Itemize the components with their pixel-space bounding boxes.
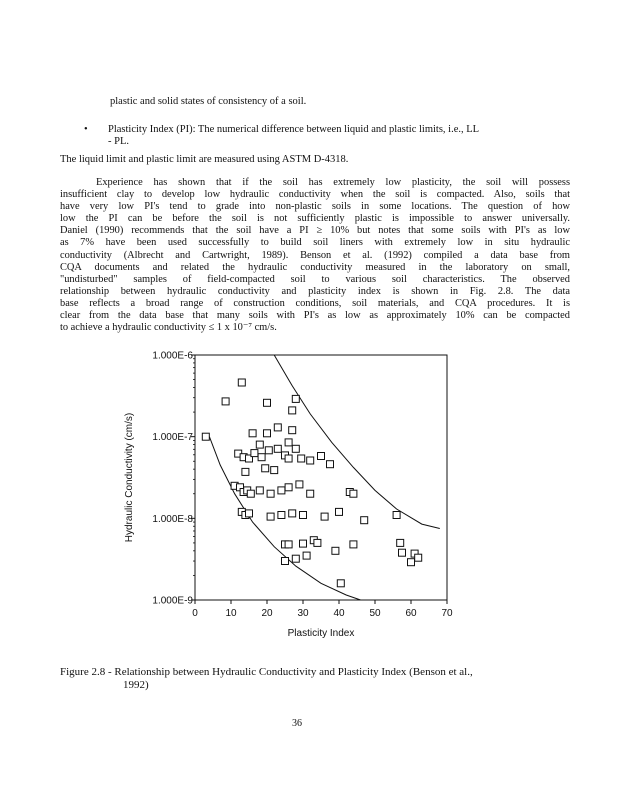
data-point [256,441,263,448]
y-tick-label: 1.000E-9 [152,595,193,607]
data-point [238,379,245,386]
data-point [289,407,296,414]
data-point [282,558,289,565]
data-point [256,487,263,494]
data-point [318,453,325,460]
paragraph-line: to achieve a hydraulic conductivity ≤ 1 x 10⁻⁷ cm/s. [60,322,277,334]
paragraph-line: have very low PI's tend to grade into non-plastic soils in some locations. The question of how [60,201,570,213]
x-axis-ticks [192,600,453,619]
data-points [202,379,421,587]
x-tick-label: 40 [333,608,345,619]
figure-caption-line1: Figure 2.8 - Relationship between Hydraulic Conductivity and Plasticity Index (Benson et al., [60,666,473,678]
data-point [327,461,334,468]
data-point [246,510,253,517]
data-point [267,513,274,520]
figure-caption-line2: 1992) [123,679,149,691]
data-point [264,430,271,437]
x-tick-label: 60 [405,608,417,619]
data-point [303,552,310,559]
y-axis-ticks [152,351,195,607]
data-point [251,450,258,457]
data-point [249,430,256,437]
data-point [285,455,292,462]
y-tick-label: 1.000E-7 [152,432,193,444]
y-axis-label: Hydraulic Conductivity (cm/s) [124,412,135,543]
data-point [274,445,281,452]
data-point [285,439,292,446]
data-point [285,484,292,491]
data-point [332,547,339,554]
x-tick-label: 0 [192,608,198,619]
data-point [300,512,307,519]
data-point [397,539,404,546]
data-point [314,539,321,546]
data-point [350,541,357,548]
page-number: 36 [292,718,302,729]
bullet-icon: • [84,124,88,135]
data-point [262,465,269,472]
paragraph-line: Daniel (1990) recommends that the soil have a PI ≥ 10% but notes that some soils with PI's as low [60,225,570,237]
astm-line: The liquid limit and plastic limit are measured using ASTM D-4318. [60,154,349,165]
paragraph-line: CQA documents and related the hydraulic conductivity measured in the laboratory on small, [60,261,570,273]
upper-bound-curve [274,355,440,529]
data-point [292,395,299,402]
data-point [361,517,368,524]
x-tick-label: 50 [369,608,381,619]
data-point [242,468,249,475]
data-point [300,540,307,547]
x-tick-label: 70 [441,608,453,619]
data-point [289,510,296,517]
data-point [247,490,254,497]
data-point [415,554,422,561]
data-point [258,454,265,461]
data-point [307,457,314,464]
paragraph-line: base reflects a broad range of construction conditions, soil materials, and CQA procedures. It is [60,297,570,309]
data-point [307,490,314,497]
data-point [292,555,299,562]
body-paragraph [60,177,570,334]
paragraph-line: relationship between hydraulic conductivity and plasticity index is shown in Fig. 2.8. The data [60,285,570,297]
x-tick-label: 20 [261,608,273,619]
pi-definition-line2: - PL. [108,136,129,147]
data-point [296,481,303,488]
paragraph-line: insufficient clay to develop low hydraulic conductivity when the soil is compacted. Also, soils that [60,189,570,201]
x-tick-label: 10 [225,608,237,619]
pi-definition-line1: Plasticity Index (PI): The numerical difference between liquid and plastic limits, i.e., LL [108,124,480,135]
data-point [264,399,271,406]
doc-line-plastic-solid: plastic and solid states of consistency of a soil. [110,96,307,107]
data-point [350,490,357,497]
y-tick-label: 1.000E-6 [152,350,193,362]
data-point [267,490,274,497]
paragraph-line: Experience has shown that if the soil has extremely low plasticity, the soil will possess [96,177,570,188]
data-point [222,398,229,405]
x-tick-label: 30 [297,608,309,619]
data-point [399,549,406,556]
paragraph-line: conductivity (Albrecht and Cartwright, 1989). Benson et al. (1992) compiled a data base from [60,249,570,261]
data-point [292,445,299,452]
data-point [336,508,343,515]
paragraph-line: low the PI can be before the soil is not sufficiently plastic is impossible to answer universally. [60,213,570,225]
data-point [408,559,415,566]
paragraph-line: as 7% have been used successfully to build soil liners with extremely low in situ hydraulic [60,237,570,249]
data-point [274,424,281,431]
data-point [289,427,296,434]
paragraph-line: "undisturbed" samples of field-compacted soil to various soil characteristics. The observed [60,273,570,285]
y-tick-label: 1.000E-8 [152,513,193,525]
data-point [321,513,328,520]
data-point [278,512,285,519]
data-point [271,467,278,474]
paragraph-line: clear from the data base that many soils with PI's as low as approximately 10% can be compacted [60,310,570,322]
data-point [202,433,209,440]
data-point [298,455,305,462]
x-axis-label: Plasticity Index [287,628,355,639]
envelope-curves [209,355,439,600]
data-point [278,487,285,494]
data-point [285,541,292,548]
conductivity-scatter-chart [110,345,470,650]
data-point [393,512,400,519]
data-point [337,580,344,587]
data-point [265,447,272,454]
